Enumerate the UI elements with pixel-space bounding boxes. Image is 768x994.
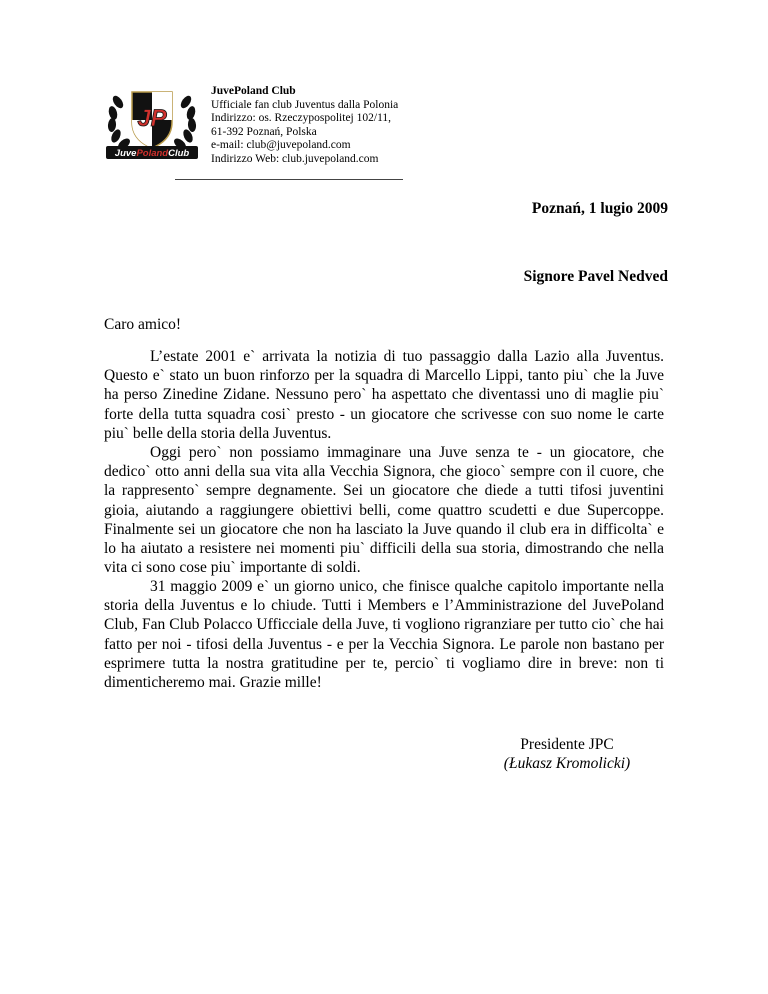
letter-paragraph: Oggi pero` non possiamo immaginare una Juve senza te - un giocatore, che dedico` otto anni della sua vita alla Vecchia Signora, che gioco` sempre con il cuore, che la rappresento` sempre degnamente. Sei un giocatore che diede a tutti tifosi juventini gioia, aiutando a raggiungere obiettivi belli, come quattro scudetti e due Supercoppe. Finalmente sei un giocatore che non ha lasciato la Juve quando il club era in difficolta` e lo ha aiutato a resistere nei momenti piu` difficili della sua storia, dimostrando che nella vita ci sono cose piu` importante di soldi. [104, 444, 664, 577]
letter-recipient: Signore Pavel Nedved [523, 268, 668, 285]
address-line-1: Indirizzo: os. Rzeczypospolitej 102/11, [211, 112, 392, 125]
letterhead [211, 85, 398, 167]
letter-paragraph: 31 maggio 2009 e` un giorno unico, che finisce qualche capitolo importante nella storia della Juventus e lo chiude. Tutti i Members e l’Amministrazione del JuvePoland Club, Fan Club Polacco Ufficciale della Juve, ti vogliono rigranziare per tutto cio` che hai fatto per noi - tifosi della Juventus - e per la Vecchia Signora. Le parole non bastano per esprimere tutta la nostra gratitudine per te, percio` ti vogliamo dire in breve: non ti dimenticheremo mai. Grazie mille! [104, 578, 664, 692]
website-line: Indirizzo Web: club.juvepoland.com [211, 152, 379, 165]
letter-paragraph: L’estate 2001 e` arrivata la notizia di tuo passaggio dalla Lazio alla Juventus. Questo e` stato un buon rinforzo per la squadra di Marcello Lippi, tanto piu` che la Juve ha perso Zinedine Zidane. Nessuno pero` ha aspettato che diventassi uno di maglie piu` forte della tutta squadra cosi` presto - un giocatore che scrivesse con suo nome le carte piu` belle della storia della Juventus. [104, 348, 664, 442]
email-line: e-mail: club@juvepoland.com [211, 139, 351, 152]
signature-block [497, 735, 637, 773]
letter-date: Poznań, 1 lugio 2009 [531, 200, 668, 217]
address-line-2: 61-392 Poznań, Polska [211, 125, 317, 138]
club-logo [102, 80, 202, 162]
letter-greeting: Caro amico! [104, 316, 182, 333]
signature-name: (Łukasz Kromolicki) [503, 755, 631, 772]
club-subtitle: Ufficiale fan club Juventus dalla Polonia [211, 98, 399, 111]
svg-text:JP: JP [137, 105, 167, 132]
letterhead-divider [175, 179, 403, 180]
club-name: JuvePoland Club [211, 85, 296, 97]
signature-title: Presidente JPC [520, 736, 614, 753]
svg-text:JuvePolandClub: JuvePolandClub [114, 148, 190, 159]
